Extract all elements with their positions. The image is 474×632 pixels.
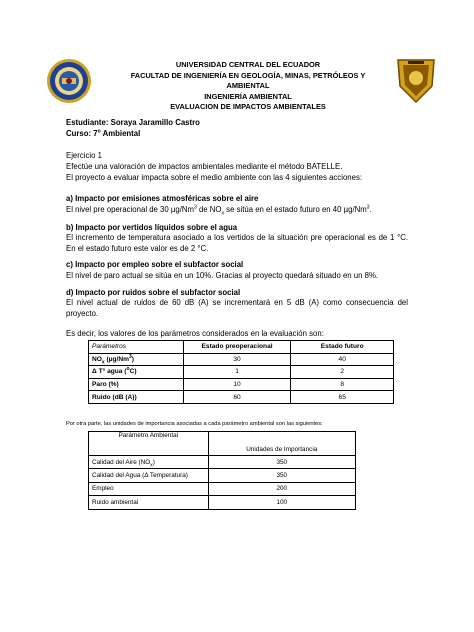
action-c-text: El nivel de paro actual se sitúa en un 10%. Gracias al proyecto quedará situado en un 8%. bbox=[66, 271, 379, 280]
action-b-text: El incremento de temperatura asociado a los vertidos de la situación pre operacional es de 1 °C. En el estado futuro este valor es de 2 °C. bbox=[66, 233, 408, 254]
table-header-row bbox=[89, 432, 356, 444]
table-row: Ruido (dB (A)) 60 65 bbox=[89, 391, 394, 404]
action-a-title: a) Impacto por emisiones atmosféricas sobre el aire bbox=[66, 194, 259, 203]
table-row: Paro (%) 10 8 bbox=[89, 378, 394, 391]
student-name: Estudiante: Soraya Jaramillo Castro bbox=[66, 118, 200, 127]
exercise-line1: Efectúe una valoración de impactos ambientales mediante el método BATELLE. bbox=[66, 162, 343, 171]
action-d-title: d) Impacto por ruidos sobre el subfactor social bbox=[66, 288, 241, 297]
action-c-title: c) Impacto por empleo sobre el subfactor social bbox=[66, 260, 244, 269]
university-seal-icon bbox=[46, 58, 92, 104]
table-row: Calidad del Aire $(NO_x)$ 350 bbox=[89, 456, 356, 469]
faculty-name-line1: FACULTAD DE INGENIERÍA EN GEOLOGÍA, MINAS, PETRÓLEOS Y bbox=[130, 70, 366, 80]
table-row: Calidad del Agua (Δ Temperatura) 350 bbox=[89, 469, 356, 482]
course-line bbox=[66, 128, 140, 139]
header-future: Estado futuro bbox=[291, 341, 394, 354]
header-units: Unidades de Importancia bbox=[208, 443, 355, 456]
table-row: $NO_x$ (µg/Nm$^3$) 30 40 bbox=[89, 353, 394, 366]
table-header-row bbox=[89, 341, 394, 354]
faculty-shield-icon bbox=[396, 56, 436, 104]
header-parameters: Parámetros bbox=[89, 341, 184, 354]
subject-name: EVALUACION DE IMPACTOS AMBIENTALES bbox=[170, 102, 326, 112]
university-name: UNIVERSIDAD CENTRAL DEL ECUADOR bbox=[175, 60, 321, 69]
action-a-text: El nivel pre operacional de 30 µg/Nm$^3$ de $NO_x$ se sitúa en el estado futuro en 40 µg/Nm$^3$. bbox=[66, 204, 372, 217]
course-rest: Ambiental bbox=[100, 129, 141, 138]
parameters-table bbox=[88, 340, 394, 404]
header-pre: Estado preoperacional bbox=[183, 341, 291, 354]
importance-units-table bbox=[88, 431, 356, 510]
table1-intro: Es decir, los valores de los parámetros considerados en la evaluación son: bbox=[66, 329, 324, 338]
action-d-text: El nivel actual de ruidos de 60 dB (A) se incrementará en 5 dB (A) como consecuencia del proyecto. bbox=[66, 298, 408, 319]
table2-intro: Por otra parte, las unidades de importancia asociadas a cada parámetro ambiental son las siguientes: bbox=[66, 421, 323, 427]
exercise-title: Ejercicio 1 bbox=[66, 151, 102, 160]
header-param: Parámetro Ambiental bbox=[89, 432, 209, 456]
table-row: Δ T° agua ($^o$C) 1 2 bbox=[89, 366, 394, 379]
action-b-title: b) Impacto por vertidos líquidos sobre el agua bbox=[66, 223, 238, 232]
exercise-line2: El proyecto a evaluar impacta sobre el medio ambiente con las 4 siguientes acciones: bbox=[66, 173, 363, 182]
faculty-name-line2: AMBIENTAL bbox=[226, 81, 270, 91]
course-label: Curso: 7 bbox=[66, 129, 98, 138]
course-ordinal: o bbox=[97, 128, 101, 135]
document-header bbox=[110, 60, 386, 113]
career-name: INGENIERÍA AMBIENTAL bbox=[204, 91, 292, 101]
table-row: Empleo 200 bbox=[89, 482, 356, 495]
table-row: Ruido ambiental 100 bbox=[89, 496, 356, 509]
